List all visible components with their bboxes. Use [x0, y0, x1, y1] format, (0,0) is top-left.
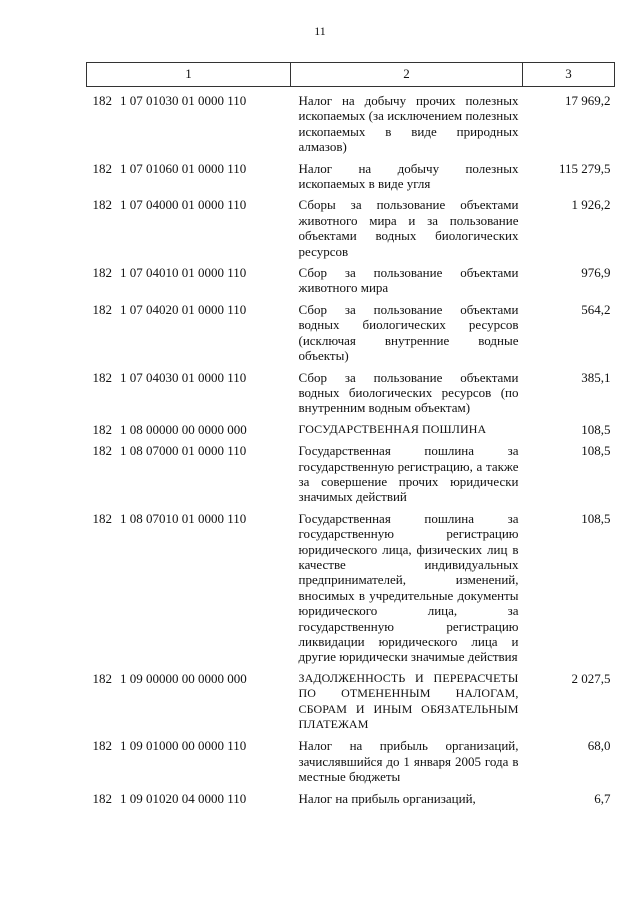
- revenue-code: [87, 296, 291, 364]
- table-body: [87, 87, 615, 807]
- revenue-amount: 6,7: [594, 790, 611, 806]
- revenue-code: [87, 416, 291, 437]
- revenue-code: [87, 259, 291, 296]
- revenue-amount: 976,9: [581, 265, 611, 281]
- table-row: [87, 785, 615, 806]
- table-row: [87, 191, 615, 259]
- table-row: [87, 505, 615, 665]
- table-row: [87, 296, 615, 364]
- revenue-amount: 68,0: [587, 738, 611, 754]
- admin-code: 182: [92, 197, 112, 213]
- classification-code: 1 07 01060 01 0000 110: [120, 160, 247, 176]
- revenue-amount: 108,5: [581, 443, 611, 459]
- classification-code: 1 08 07010 01 0000 110: [120, 510, 247, 526]
- admin-code: 182: [92, 369, 112, 385]
- classification-code: 1 07 04010 01 0000 110: [120, 265, 247, 281]
- revenue-code: [87, 155, 291, 192]
- admin-code: 182: [92, 790, 112, 806]
- revenue-code: [87, 364, 291, 416]
- revenue-amount: 17 969,2: [565, 93, 611, 108]
- revenue-name: Сбор за пользование объектами животного мира: [298, 265, 519, 296]
- revenue-code: [87, 785, 291, 806]
- table-row: [87, 416, 615, 437]
- classification-code: 1 08 07000 01 0000 110: [120, 443, 247, 459]
- classification-code: 1 07 04000 01 0000 110: [120, 197, 247, 213]
- table-row: [87, 437, 615, 505]
- revenue-name: Сбор за пользование объектами водных биологических ресурсов (исключая внутренние водные объекты): [298, 301, 519, 364]
- revenue-code: [87, 505, 291, 665]
- table-header-row: [87, 63, 615, 87]
- admin-code: 182: [92, 670, 112, 686]
- classification-code: 1 07 04030 01 0000 110: [120, 369, 247, 385]
- revenue-amount: 385,1: [581, 369, 611, 385]
- classification-code: 1 07 01030 01 0000 110: [120, 93, 247, 108]
- revenue-name: ГОСУДАРСТВЕННАЯ ПОШЛИНА: [298, 421, 487, 436]
- revenue-name: Налог на прибыль организаций, зачислявшийся до 1 января 2005 года в местные бюджеты: [298, 738, 519, 785]
- revenue-code: [87, 732, 291, 784]
- admin-code: 182: [92, 443, 112, 459]
- classification-code: 1 09 00000 00 0000 000: [120, 670, 247, 686]
- revenue-name: Сбор за пользование объектами водных биологических ресурсов (по внутренним водным объектам): [298, 369, 519, 416]
- revenue-amount: 115 279,5: [558, 160, 611, 176]
- revenue-name: Налог на добычу полезных ископаемых в виде угля: [298, 160, 519, 192]
- revenue-amount: 564,2: [581, 301, 611, 317]
- revenue-code: [87, 191, 291, 259]
- admin-code: 182: [92, 160, 112, 176]
- admin-code: 182: [92, 738, 112, 754]
- admin-code: 182: [92, 301, 112, 317]
- classification-code: 1 07 04020 01 0000 110: [120, 301, 247, 317]
- revenue-amount: 2 027,5: [571, 670, 611, 686]
- revenue-amount: 108,5: [581, 510, 611, 526]
- revenue-name: Сборы за пользование объектами животного мира и за пользование объектами водных биологических ресурсов: [298, 197, 519, 259]
- revenue-code: [87, 437, 291, 505]
- revenue-amount: 108,5: [581, 421, 611, 437]
- admin-code: 182: [92, 93, 112, 108]
- classification-code: 1 09 01020 04 0000 110: [120, 790, 247, 806]
- page-number: 11: [314, 24, 326, 38]
- revenue-code: [87, 665, 291, 733]
- table-row: [87, 732, 615, 784]
- admin-code: 182: [92, 265, 112, 281]
- table-row: [87, 665, 615, 733]
- column-header-name: 2: [291, 63, 523, 87]
- table-row: [87, 87, 615, 155]
- table-row: [87, 259, 615, 296]
- budget-revenue-table: [86, 62, 615, 806]
- revenue-amount: 1 926,2: [571, 197, 611, 213]
- admin-code: 182: [92, 510, 112, 526]
- classification-code: 1 09 01000 00 0000 110: [120, 738, 247, 754]
- admin-code: 182: [92, 421, 112, 437]
- revenue-name: Государственная пошлина за государственную регистрацию, а также за совершение прочих юридически значимых действий: [298, 443, 519, 505]
- revenue-name: Налог на прибыль организаций,: [298, 790, 476, 806]
- classification-code: 1 08 00000 00 0000 000: [120, 421, 247, 437]
- column-header-amount: 3: [523, 63, 615, 87]
- table-row: [87, 364, 615, 416]
- table-row: [87, 155, 615, 192]
- column-header-code: 1: [87, 63, 291, 87]
- revenue-code: [87, 87, 291, 155]
- revenue-name: Государственная пошлина за государственную регистрацию юридического лица, физических лиц в качестве индивидуальных предпринимателей, изменений, вносимых в учредительные документы юридического лица, за государственную регистрацию ликвидации юридического лица и другие юридически значимые действия: [298, 510, 519, 665]
- revenue-name: Налог на добычу прочих полезных ископаемых (за исключением полезных ископаемых в виде природных алмазов): [298, 93, 519, 155]
- revenue-name: ЗАДОЛЖЕННОСТЬ И ПЕРЕРАСЧЕТЫ ПО ОТМЕНЕННЫМ НАЛОГАМ, СБОРАМ И ИНЫМ ОБЯЗАТЕЛЬНЫМ ПЛАТЕЖАМ: [298, 670, 519, 732]
